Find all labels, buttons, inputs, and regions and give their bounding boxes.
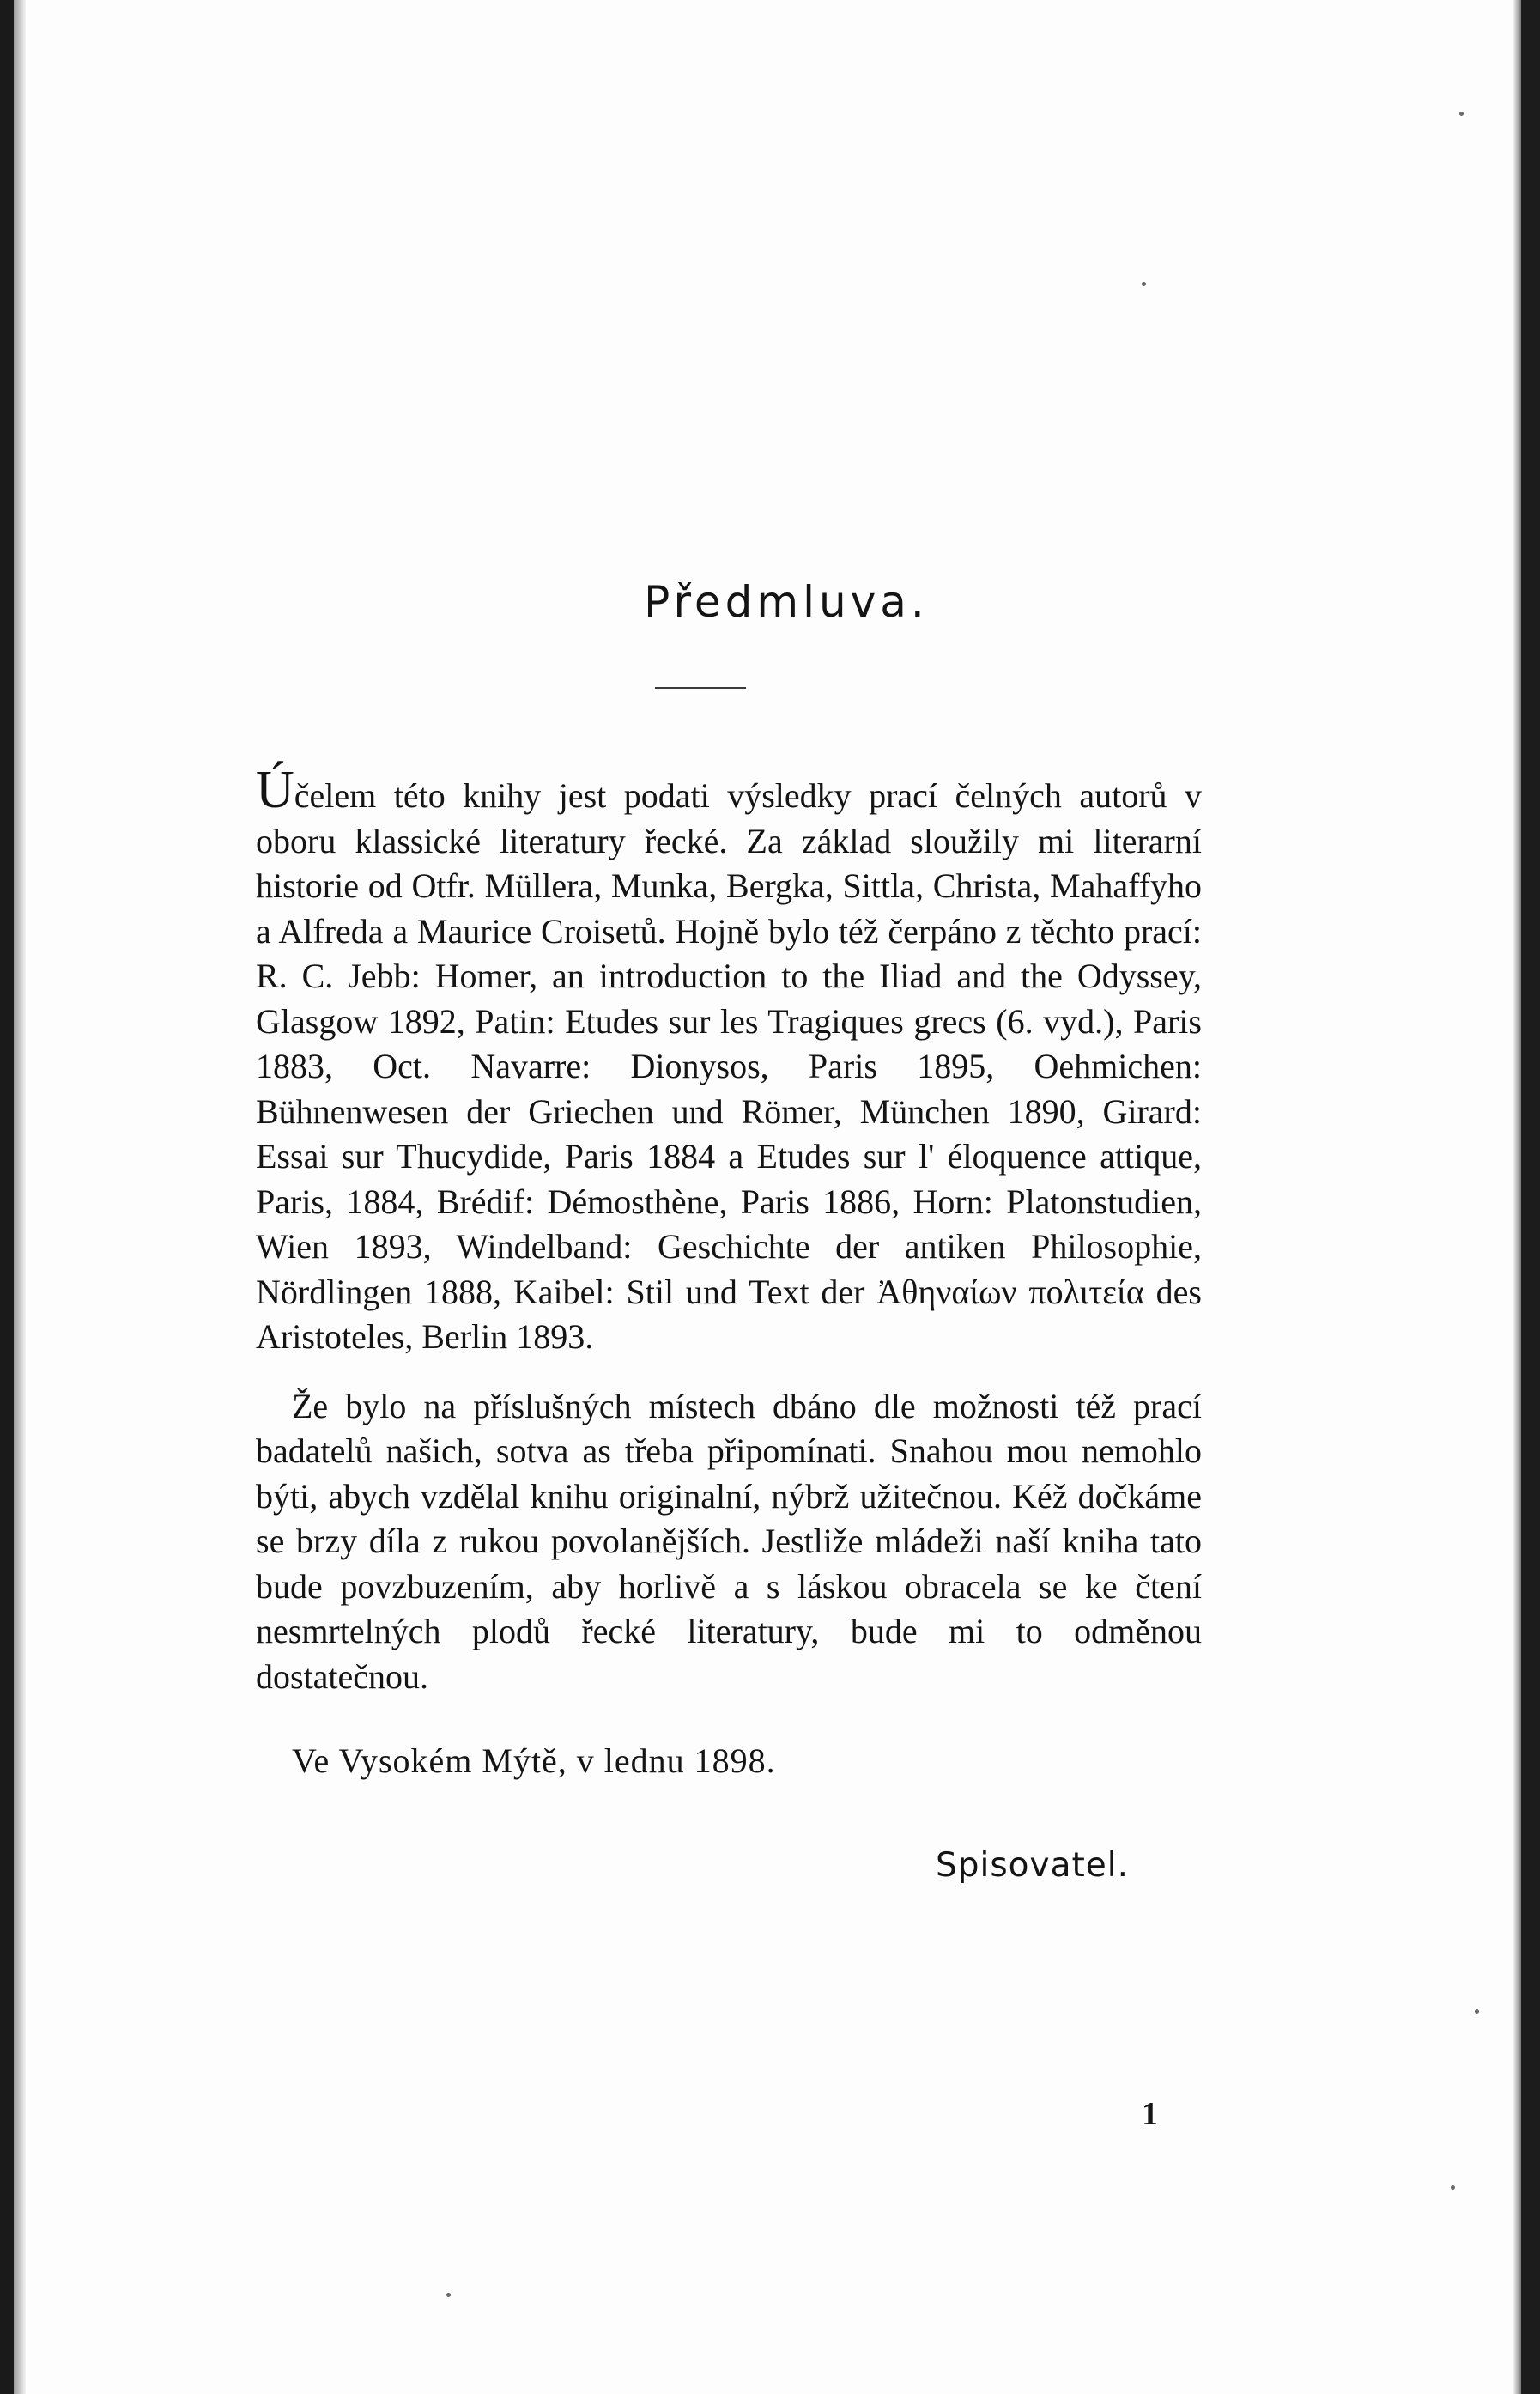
page-number: 1 bbox=[1142, 2096, 1158, 2132]
scan-border-left bbox=[0, 0, 14, 2394]
page-title: Předmluva. bbox=[644, 577, 929, 627]
book-page bbox=[26, 0, 1513, 2394]
place-date-line: Ve Vysokém Mýtě, v lednu 1898. bbox=[292, 1741, 776, 1780]
scan-speck bbox=[446, 2293, 451, 2297]
scan-shadow-right bbox=[1513, 0, 1521, 2394]
scan-border-right bbox=[1521, 0, 1540, 2394]
scan-shadow-left bbox=[14, 0, 26, 2394]
paragraph-1 bbox=[256, 761, 1202, 1360]
scan-speck bbox=[1475, 2009, 1479, 2014]
preface-body bbox=[256, 761, 1202, 1699]
scan-speck bbox=[1451, 2185, 1455, 2190]
author-signature: Spisovatel. bbox=[936, 1846, 1130, 1885]
paragraph-2: Že bylo na příslušných místech dbáno dle možnosti též prací badatelů našich, sotva as třeba připomínati. Snahou mou nemohlo býti, abych vzdělal knihu originalní, nýbrž užitečnou. Kéž dočkáme se brzy díla z rukou povolanějších. Jestliže mládeži naší kniha tato bude povzbuzením, aby horlivě a s láskou obracela se ke čtení nesmrtelných plodů řecké literatury, bude mi to odměnou dostatečnou. bbox=[256, 1386, 1202, 1696]
drop-initial: Ú bbox=[256, 761, 294, 819]
title-divider bbox=[655, 687, 746, 689]
paragraph-1-text: čelem této knihy jest podati výsledky prací čelných autorů v oboru klassické literatury řecké. Za základ sloužily mi literarní historie od Otfr. Müllera, Munka, Bergka, Sittla, Christa, Mahaffyho a Alfreda a Maurice Croisetů. Hojně bylo též čerpáno z těchto prací: R. C. Jebb: Homer, an introduction to the Iliad and the Odyssey, Glasgow 1892, Patin: Etudes sur les Tragiques grecs (6. vyd.), Paris 1883, Oct. Navarre: Dionysos, Paris 1895, Oehmichen: Bühnenwesen der Griechen und Römer, München 1890, Girard: Essai sur Thucydide, Paris 1884 a Etudes sur l' éloquence attique, Paris, 1884, Brédif: Démosthène, Paris 1886, Horn: Platonstudien, Wien 1893, Windelband: Geschichte der antiken Philosophie, Nördlingen 1888, Kaibel: Stil und Text der Ἀθηναίων πολιτεία des Aristoteles, Berlin 1893. bbox=[256, 776, 1202, 1356]
scan-speck bbox=[1142, 282, 1146, 286]
scan-speck bbox=[1459, 112, 1464, 116]
